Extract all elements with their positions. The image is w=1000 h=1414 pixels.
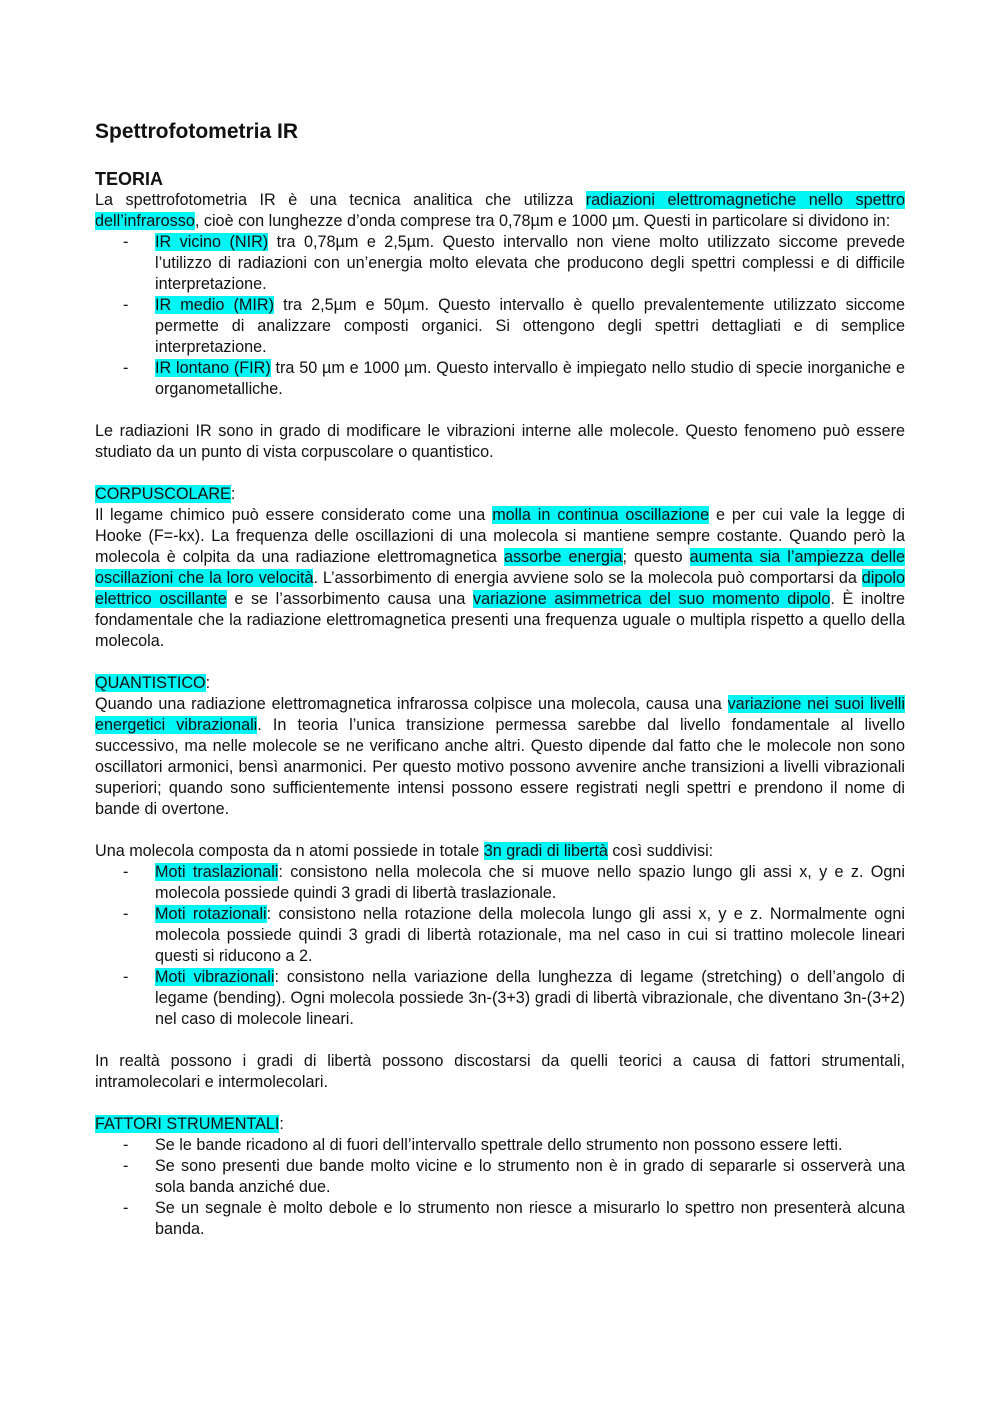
highlighted-term: aumenta sia l’ampiezza delle oscillazioni che la loro velocità (95, 548, 905, 587)
list-bullet: - (123, 863, 129, 881)
highlighted-term: radiazioni elettromagnetiche nello spettro dell’infrarosso (95, 191, 905, 230)
list-item (95, 1198, 905, 1240)
list-item (95, 862, 905, 904)
spacer (95, 400, 905, 421)
spacer (95, 463, 905, 484)
heading-colon: : (230, 485, 236, 503)
list-bullet: - (123, 296, 129, 314)
list-item (95, 358, 905, 400)
body-text: e se l’assorbimento causa una (226, 590, 474, 608)
spacer (95, 652, 905, 673)
body-text: Una molecola composta da n atomi possiede in totale (95, 842, 484, 860)
list-bullet: - (123, 968, 129, 986)
section-label-quantistico: QUANTISTICO (95, 674, 206, 692)
highlighted-term: dipolo elettrico oscillante (95, 569, 905, 608)
list-item-text: : consistono nella rotazione della molecola lungo gli assi x, y e z. Normalmente ogni molecola possiede quindi 3 gradi di libertà rotazionale, ma nel caso in cui si trattino molecole lineari questi si riducono a 2. (155, 905, 905, 965)
spacer (95, 1030, 905, 1051)
highlighted-term: Moti traslazionali (155, 863, 279, 881)
intro-paragraph (95, 190, 905, 232)
fattori-heading (95, 1114, 905, 1135)
list-item-text: Se sono presenti due bande molto vicine e lo strumento non è in grado di separarle si osserverà una sola banda anziché due. (155, 1157, 905, 1196)
freedom-paragraph (95, 841, 905, 862)
body-text: . È inoltre fondamentale che la radiazione elettromagnetica presenti una frequenza uguale o multipla rispetto a quello della molecola. (95, 590, 905, 650)
highlighted-term: variazione nei suoi livelli energetici vibrazionali (95, 695, 905, 734)
list-item (95, 232, 905, 295)
body-text: . L’assorbimento di energia avviene solo se la molecola può comportarsi da (313, 569, 862, 587)
list-bullet: - (123, 1136, 129, 1154)
heading-colon: : (279, 1115, 284, 1133)
section-label-fattori-strumentali: FATTORI STRUMENTALI (95, 1115, 280, 1133)
highlighted-term: IR vicino (NIR) (155, 233, 269, 251)
highlighted-term: IR medio (MIR) (155, 296, 274, 314)
intro-text: , cioè con lunghezze d’onda comprese tra 0,78µm e 1000 µm. Questi in particolare si dividono in: (194, 212, 891, 230)
highlighted-term: assorbe energia (503, 548, 623, 566)
document-page (95, 118, 905, 1240)
highlighted-term: 3n gradi di libertà (483, 842, 608, 860)
fattori-list (95, 1135, 905, 1240)
body-text: . In teoria l’unica transizione permessa sarebbe dal livello fondamentale al livello successivo, ma nelle molecole se ne verificano anche altri. Questo dipende dal fatto che le molecole non sono oscillatori armonici, bensì anarmonici. Per questo motivo possono avvenire anche transizioni a livelli vibrazionali superiori; quando sono sufficientemente intensi possono essere registrati negli spettri e prendono il nome di bande di overtone. (95, 716, 905, 818)
list-item (95, 904, 905, 967)
highlighted-term: variazione asimmetrica del suo momento dipolo (473, 590, 831, 608)
quantistico-paragraph (95, 694, 905, 820)
body-text: ; questo (622, 548, 690, 566)
corpuscolare-heading (95, 484, 905, 505)
list-item (95, 1135, 905, 1156)
intro-text: La spettrofotometria IR è una tecnica analitica che utilizza (95, 191, 586, 209)
body-text: Il legame chimico può essere considerato come una (95, 506, 493, 524)
ir-ranges-list (95, 232, 905, 400)
list-item-text: tra 2,5µm e 50µm. Questo intervallo è quello prevalentemente utilizzato siccome permette di analizzare composti organici. Si ottengono degli spettri dettagliati e di semplice interpretazione. (155, 296, 905, 356)
list-item-text: tra 50 µm e 1000 µm. Questo intervallo è impiegato nello studio di specie inorganiche e organometalliche. (155, 359, 905, 398)
corpuscolare-paragraph (95, 505, 905, 652)
list-bullet: - (123, 905, 129, 923)
list-item (95, 1156, 905, 1198)
vibrations-paragraph: Le radiazioni IR sono in grado di modificare le vibrazioni interne alle molecole. Questo fenomeno può essere studiato da un punto di vista corpuscolare o quantistico. (95, 422, 905, 461)
list-item-text: tra 0,78µm e 2,5µm. Questo intervallo non viene molto utilizzato siccome prevede l’utilizzo di radiazioni con un’energia molto elevata che producono degli spettri complessi e di difficile interpretazione. (155, 233, 905, 293)
list-bullet: - (123, 359, 129, 377)
body-text: e per cui vale la legge di Hooke (F=-kx). La frequenza delle oscillazioni di una molecola si mantiene sempre costante. Quando però la molecola è colpita da una radiazione elettromagnetica (95, 506, 906, 566)
list-item-text: : consistono nella molecola che si muove nello spazio lungo gli assi x, y e z. Ogni molecola possiede quindi 3 gradi di libertà traslazionale. (155, 863, 905, 902)
highlighted-term: molla in continua oscillazione (492, 506, 710, 524)
spacer (95, 1093, 905, 1114)
document-title: Spettrofotometria IR (95, 120, 299, 143)
list-item-text: : consistono nella variazione della lunghezza di legame (stretching) o dell’angolo di legame (bending). Ogni molecola possiede 3n-(3+3) gradi di libertà vibrazionale, che diventano 3n-(3+2) nel caso di molecole lineari. (155, 968, 905, 1028)
heading-colon: : (205, 674, 211, 692)
highlighted-term: Moti rotazionali (155, 905, 267, 923)
list-item-text: Se le bande ricadono al di fuori dell’intervallo spettrale dello strumento non possono essere letti. (155, 1136, 843, 1154)
highlighted-term: IR lontano (FIR) (155, 359, 271, 377)
list-item (95, 967, 905, 1030)
list-item-text: Se un segnale è molto debole e lo strumento non riesce a misurarlo lo spettro non presenterà alcuna banda. (155, 1199, 905, 1238)
list-bullet: - (123, 233, 129, 251)
list-item (95, 295, 905, 358)
highlighted-term: Moti vibrazionali (155, 968, 275, 986)
body-text: Quando una radiazione elettromagnetica infrarossa colpisce una molecola, causa una (95, 695, 728, 713)
motions-list (95, 862, 905, 1030)
list-bullet: - (123, 1199, 129, 1217)
section-label-corpuscolare: CORPUSCOLARE (95, 485, 231, 503)
section-heading-teoria: TEORIA (95, 169, 164, 189)
deviation-paragraph: In realtà possono i gradi di libertà possono discostarsi da quelli teorici a causa di fattori strumentali, intramolecolari e intermolecolari. (95, 1052, 905, 1091)
spacer (95, 820, 905, 841)
quantistico-heading (95, 673, 905, 694)
list-bullet: - (123, 1157, 129, 1175)
body-text: così suddivisi: (607, 842, 714, 860)
